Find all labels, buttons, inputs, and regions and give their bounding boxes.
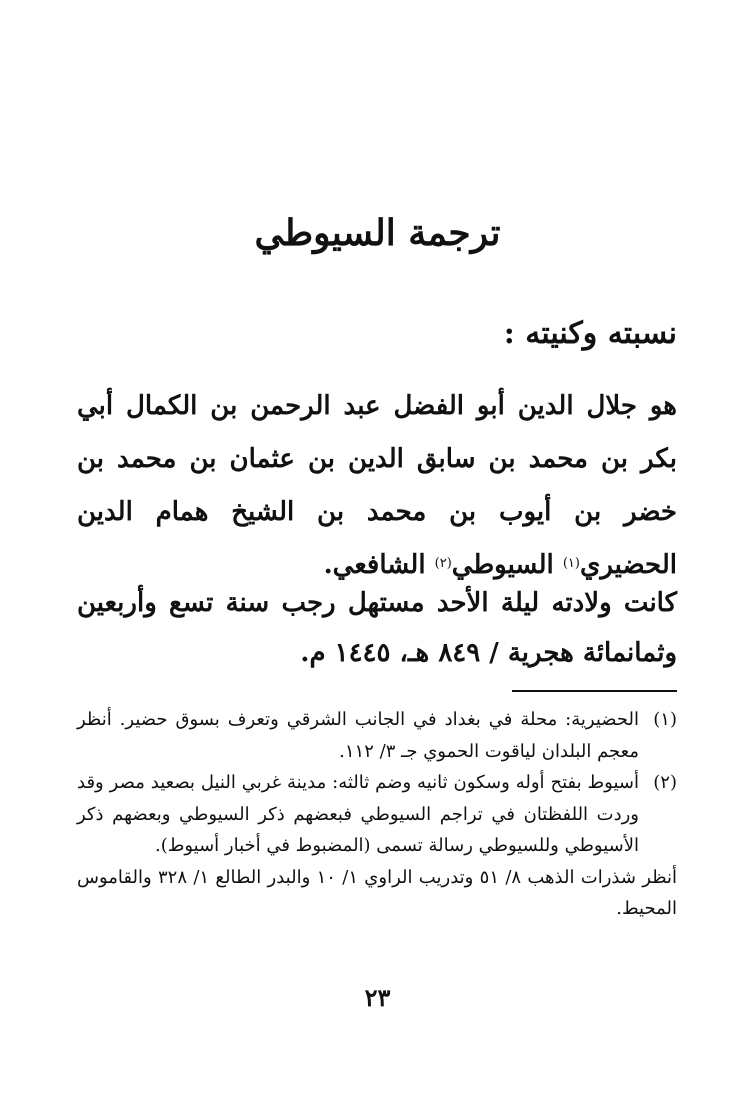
lineage-text: هو جلال الدين أبو الفضل عبد الرحمن بن الكمال أبي بكر بن محمد بن سابق الدين بن عثمان بن محمد بن خضر بن أيوب بن محمد بن الشيخ همام الدين الحضيري bbox=[77, 391, 677, 580]
footnote-text: أسيوط بفتح أوله وسكون ثانيه وضم ثالثه: مدينة غربي النيل بصعيد مصر وقد وردت اللفظتان في تراجم السيوطي فبعضهم ذكر السيوطي وبعضهم ذكر الأسيوطي وللسيوطي رسالة تسمى (المضبوط في أخبار أسيوط). bbox=[77, 772, 640, 856]
page-title: ترجمة السيوطي bbox=[254, 212, 501, 254]
sources-note: أنظر شذرات الذهب ٨/ ٥١ وتدريب الراوي ١/ ١٠ والبدر الطالع ١/ ٣٢٨ والقاموس المحيط. bbox=[77, 866, 677, 919]
birth-paragraph: كانت ولادته ليلة الأحد مستهل رجب سنة تسع وأربعين وثمانمائة هجرية / ٨٤٩ هـ، ١٤٤٥ م. bbox=[77, 588, 677, 668]
footnote-ref-2[interactable]: (٢) bbox=[434, 556, 452, 571]
footnote-text: الحضيرية: محلة في بغداد في الجانب الشرقي وتعرف بسوق حضير. أنظر معجم البلدان لياقوت الحموي جـ ٣/ ١١٢. bbox=[77, 709, 639, 762]
lineage-nisba: السيوطي bbox=[451, 550, 563, 580]
footnote-separator bbox=[512, 690, 677, 692]
section-heading: نسبته وكنيته : bbox=[503, 316, 677, 351]
footnote-marker: (١) bbox=[653, 709, 677, 730]
lineage-madhhab: الشافعي. bbox=[323, 550, 435, 580]
footnote-marker: (٢) bbox=[653, 772, 677, 793]
page-number: ٢٣ bbox=[364, 983, 391, 1012]
footnote-1 bbox=[77, 704, 677, 767]
footnote-ref-1[interactable]: (١) bbox=[562, 556, 580, 571]
footnotes bbox=[77, 704, 677, 925]
footnote-2 bbox=[77, 767, 677, 862]
lineage-paragraph bbox=[77, 380, 677, 592]
